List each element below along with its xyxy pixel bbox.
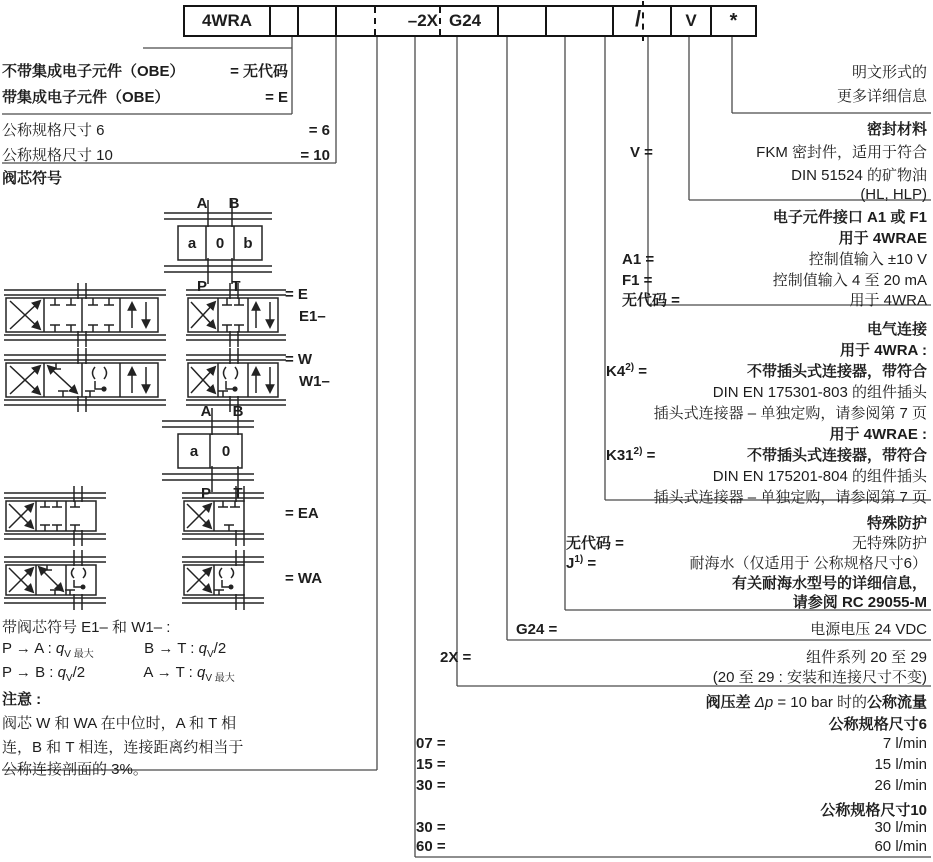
electrical-line: DIN EN 175201-804 的组件插头 [712,468,927,485]
flow-code: 15 = [416,756,446,773]
protection-text: 耐海水（仅适用于 公称规格尺寸6） [689,555,927,572]
obe-value: = E [265,89,288,106]
flow-pa: P → A : $q_{V 最大}$ [2,640,94,660]
obe-label: 不带集成电子元件（OBE） [2,63,185,80]
svg-text:0: 0 [221,443,231,460]
note-line: 公称连接剖面的 3%。 [2,761,148,778]
protection-title: 特殊防护 [866,515,927,532]
note-line: 阀芯 W 和 WA 在中位时，A 和 T 相 [2,715,237,732]
protection-note: 请参阅 RC 29055-M [792,594,927,611]
code-cell-interface [497,7,545,35]
electrical-code-k4: $K4^{2)}$ = [606,362,648,380]
code-cell-obe [269,7,297,35]
interface-title: 电子元件接口 A1 或 F1 [772,209,927,226]
svg-text:T: T [231,278,241,294]
svg-text:A: A [200,403,212,420]
valve-symbol-e-long-icon [0,283,170,347]
size-value: = 6 [308,122,330,139]
supply-code: G24 = [516,621,558,638]
series-text: 组件系列 20 至 29 [806,649,927,666]
protection-code-j: $J^{1)}$ = [566,554,597,572]
valve-symbol-wa-short-icon [178,550,268,610]
size-row-6 [2,119,330,140]
electrical-sub-4wrae: 用于 4WRAE : [829,426,927,443]
ordering-code-bar [183,5,757,37]
seal-title: 密封材料 [866,121,927,138]
valve-symbol-wa-long-icon [0,550,110,610]
interface-code: 无代码 = [622,292,680,309]
spool-code-e1: E1– [299,308,326,325]
flow-line-1 [2,640,226,660]
valve-symbol-ea-short-icon [178,486,268,546]
obe-row-none [2,60,288,81]
port-diagram-a0b [158,194,278,294]
protection-row-j [566,552,927,573]
spool-code-wa: = WA [285,570,323,587]
interface-text: 控制值输入 4 至 20 mA [772,272,927,289]
slash-separator-icon: / [635,6,642,31]
size-row-10 [2,144,330,165]
seal-text: FKM 密封件，适用于符合 [756,144,927,161]
seal-line: DIN 51524 的矿物油 [791,167,927,184]
spool-code-w: = W [285,351,313,368]
protection-code: 无代码 = [566,535,624,552]
dashed-divider [642,1,644,41]
flow-value: 30 l/min [874,819,927,836]
code-cell-series: –2X [374,7,439,35]
supply-text: 电源电压 24 VDC [810,621,927,638]
electrical-line: DIN EN 175301-803 的组件插头 [712,384,927,401]
flow-value: 60 l/min [874,838,927,855]
series-row [440,646,927,667]
flow-code: 07 = [416,735,446,752]
flow-pb: P → B : $q_V/2$ [2,664,86,684]
electrical-text: 不带插头式连接器，带符合 [746,363,927,380]
interface-row-nocode [622,289,927,310]
flow-row-60 [416,838,927,855]
note-line: 连，B 和 T 相连，连接距离约相当于 [2,739,244,756]
port-diagram-a0 [158,402,258,498]
interface-subtitle: 用于 4WRAE [838,230,927,247]
spool-code-ea: = EA [285,505,319,522]
flow-line-2 [2,664,235,684]
series-code: 2X = [440,649,472,666]
flow-size10-header: 公称规格尺寸10 [820,802,927,819]
svg-text:0: 0 [215,235,225,252]
spool-symbols-title: 阀芯符号 [2,170,63,187]
size-value: = 10 [300,147,330,164]
code-cell-size [297,7,335,35]
flow-row-30 [416,777,927,794]
flow-size6-header: 公称规格尺寸6 [828,716,927,733]
flow-value: 7 l/min [882,735,927,752]
spool-code-e: = E [285,286,308,303]
protection-text: 无特殊防护 [851,535,927,552]
valve-symbol-w-long-icon [0,348,170,412]
interface-code: A1 = [622,251,655,268]
supply-row [516,618,927,639]
svg-text:A: A [196,195,208,212]
note-title: 注意 : [2,691,42,708]
flow-row-30b [416,819,927,836]
size-label: 公称规格尺寸 6 [2,122,105,139]
code-cell-spool [335,7,374,35]
code-cell-seal: V [670,7,710,35]
electrical-line: 插头式连接器 – 单独定购，请参阅第 7 页 [653,489,927,506]
obe-label: 带集成电子元件（OBE） [2,89,170,106]
plain-text-line: 更多详细信息 [836,88,927,105]
valve-symbol-e-short-icon [182,283,292,347]
obe-row-e [2,86,288,107]
series-line: (20 至 29 : 安装和连接尺寸不变) [712,669,927,686]
flow-bt: B → T : $q_V/2$ [144,640,227,660]
electrical-row-k4 [606,360,927,381]
code-cell-voltage: G24 [439,7,497,35]
electrical-sub-4wra: 用于 4WRA : [840,342,927,359]
interface-row-a1 [622,248,927,269]
flow-code: 30 = [416,777,446,794]
obe-value: = 无代码 [230,63,288,80]
flow-code: 60 = [416,838,446,855]
svg-text:P: P [200,485,212,498]
electrical-line: 插头式连接器 – 单独定购，请参阅第 7 页 [653,405,927,422]
interface-text: 用于 4WRA [849,292,927,309]
flow-row-15 [416,756,927,773]
interface-row-f1 [622,269,927,290]
svg-text:B: B [228,195,240,212]
svg-text:a: a [189,443,199,460]
flow-code: 30 = [416,819,446,836]
plain-text-line: 明文形式的 [851,64,927,81]
code-cell-further-details: * [710,7,755,35]
protection-note: 有关耐海水型号的详细信息， [731,575,927,592]
code-cell-model: 4WRA [201,11,253,30]
flow-row-07 [416,735,927,752]
flow-value: 15 l/min [874,756,927,773]
electrical-code-k31: $K31^{2)}$ = [606,446,656,464]
protection-row-nocode [566,532,927,553]
seal-row-v [630,141,927,162]
interface-text: 控制值输入 ±10 V [808,251,927,268]
svg-text:B: B [232,403,244,420]
svg-text:a: a [187,235,197,252]
interface-code: F1 = [622,272,653,289]
valve-symbol-ea-long-icon [0,486,110,546]
electrical-text: 不带插头式连接器，带符合 [746,447,927,464]
svg-text:P: P [196,278,208,294]
electrical-row-k31 [606,444,927,465]
spool-notes-title: 带阀芯符号 E1– 和 W1– : [2,619,171,636]
code-cell-connector [612,7,670,35]
flow-header: 阀压差 Δp = 10 bar 时的公称流量 [705,694,927,711]
size-label: 公称规格尺寸 10 [2,147,113,164]
flow-at: A → T : $q_{V 最大}$ [143,664,235,684]
code-cell-protection [545,7,612,35]
seal-code: V = [630,144,653,161]
spool-code-w1: W1– [299,373,330,390]
svg-text:b: b [243,235,253,252]
flow-value: 26 l/min [874,777,927,794]
svg-text:T: T [233,485,243,498]
seal-line: (HL, HLP) [860,186,927,203]
electrical-title: 电气连接 [866,321,927,338]
